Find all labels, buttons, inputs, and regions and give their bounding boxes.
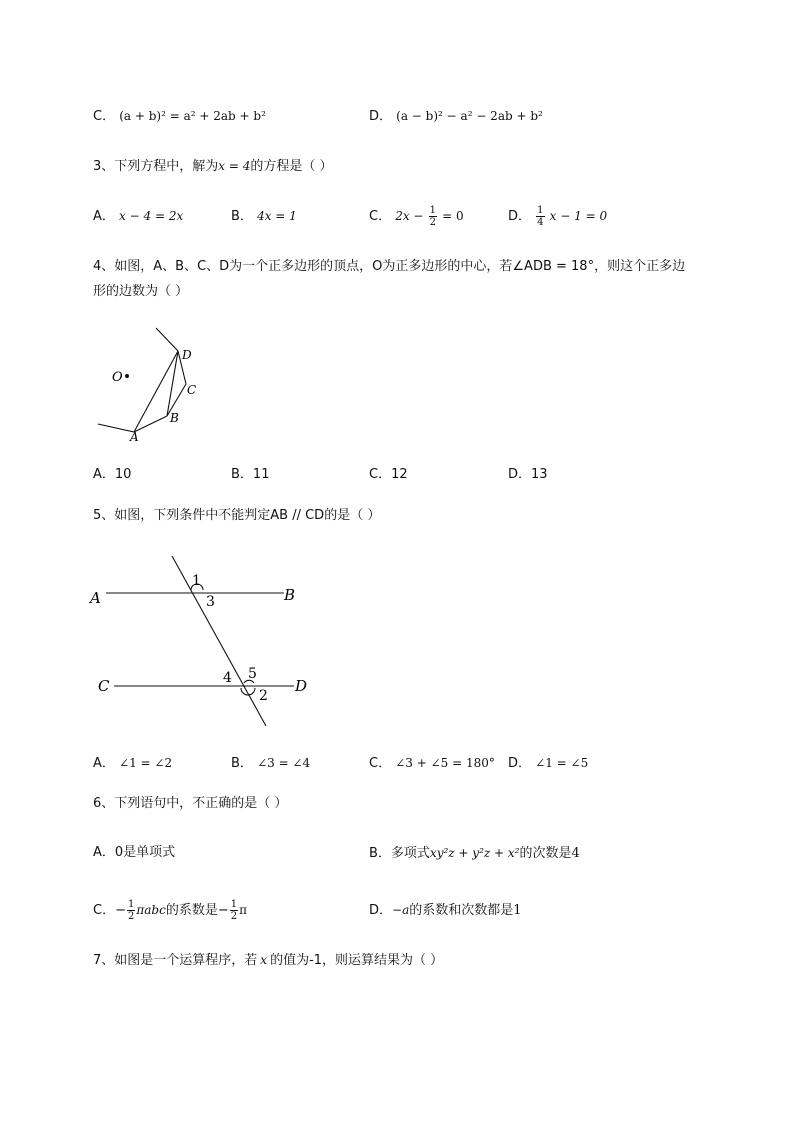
q5-stem: 5、如图，下列条件中不能判定AB // CD的是（ ） [93,508,381,523]
angle-4-label: 4 [223,670,232,686]
q3-option-b: B． 4x = 1 [231,209,297,224]
label-d: D [295,677,308,695]
q6-stem: 6、下列语句中，不正确的是（ ） [93,796,288,811]
q2-option-d-expr: (a − b)² − a² − 2ab + b² [396,109,543,123]
q4-stem-line1: 4、如图，A、B、C、D为一个正多边形的顶点，O为正多边形的中心，若∠ADB = 18°，则这个正多边 [93,259,686,274]
q4-option-c: C．12 [369,467,408,482]
q5-option-d: D． ∠1 = ∠5 [508,756,589,771]
q6-option-a: A．0是单项式 [93,845,176,860]
q3-stem: 3、下列方程中，解为x = 4的方程是（ ） [93,159,333,174]
label-o: O [112,370,123,385]
q6-option-c: C．− $\frac{1}{2}$ πabc的系数是− $\frac{1}{2}$ π [93,899,247,922]
center-point [125,374,129,378]
label-b: B [170,411,179,425]
label-a: A [90,589,101,607]
label-d: D [182,348,192,362]
q5-parallel-lines-figure [88,548,318,733]
q6-option-d: D．−a的系数和次数都是1 [369,903,522,918]
q3-option-c: C． 2x − $\frac{1}{2}$ = 0 [369,205,464,228]
q4-polygon-figure [90,320,220,450]
angle-2-label: 2 [259,688,268,704]
q6-option-b: B．多项式xy²z + y²z + x²的次数是4 [369,846,580,861]
q6-option-c-fraction-1: $\frac{1}{2}$ [127,899,135,922]
q4-stem-line2: 形的边数为（ ） [93,284,189,299]
q3-option-c-fraction: $\frac{1}{2}$ [429,205,437,228]
angle-3-label: 3 [206,594,215,610]
q5-option-c: C． ∠3 + ∠5 = 180° [369,756,495,771]
label-a: A [130,430,139,444]
label-c: C [187,383,197,397]
q5-option-b: B． ∠3 = ∠4 [231,756,311,771]
q4-option-d: D．13 [508,467,548,482]
q4-option-b: B．11 [231,467,270,482]
q2-option-c: C． (a + b)² = a² + 2ab + b² [93,109,266,124]
q6-option-c-fraction-2: $\frac{1}{2}$ [230,899,238,922]
label-c: C [98,677,110,695]
q3-option-d: D． $\frac{1}{4}$ x − 1 = 0 [508,205,608,228]
label-b: B [284,586,296,604]
q2-option-c-expr: (a + b)² = a² + 2ab + b² [119,109,266,123]
q5-option-a: A． ∠1 = ∠2 [93,756,173,771]
angle-5-label: 5 [248,666,257,682]
q2-option-d: D． (a − b)² − a² − 2ab + b² [369,109,543,124]
q4-option-a: A．10 [93,467,132,482]
q3-option-d-fraction: $\frac{1}{4}$ [537,205,544,228]
angle-1-label: 1 [192,573,201,589]
q7-stem: 7、如图是一个运算程序，若 x 的值为-1，则运算结果为（ ） [93,953,444,968]
q3-option-a: A． x − 4 = 2x [93,209,184,224]
